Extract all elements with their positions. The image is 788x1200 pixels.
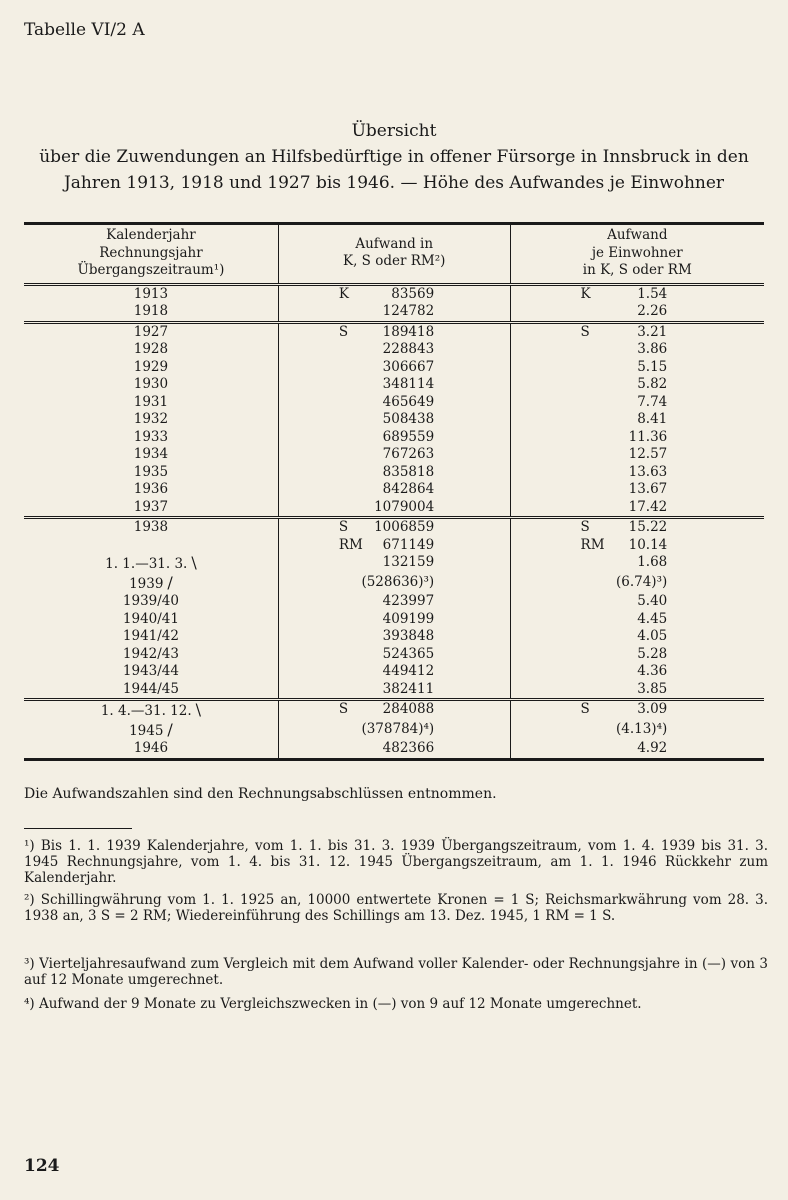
year-label: 1930: [133, 376, 169, 392]
brace-mark: /: [167, 719, 173, 739]
table-id: Tabelle VI/2 A: [24, 20, 145, 40]
year-cell: [24, 394, 278, 412]
per-capita-cell: [510, 284, 764, 303]
total-value: 348114: [382, 376, 435, 392]
currency-label: S: [580, 323, 590, 340]
year-cell: [24, 700, 278, 721]
year-label: 1913: [133, 285, 169, 302]
year-cell: [24, 499, 278, 518]
total-value: 228843: [382, 341, 435, 357]
table-row: [24, 359, 764, 377]
total-cell: [278, 359, 510, 377]
per-capita-cell: [510, 628, 764, 646]
year-cell: [24, 341, 278, 359]
total-value: 689559: [382, 428, 435, 445]
total-cell: [278, 537, 510, 555]
per-capita-value: 7.74: [637, 393, 668, 410]
footnote-4: ⁴) Aufwand der 9 Monate zu Vergleichszwecken in (—) von 9 auf 12 Monate umgerechnet.: [24, 996, 642, 1012]
total-cell: [278, 322, 510, 341]
total-cell: [278, 481, 510, 499]
total-cell: [278, 284, 510, 303]
total-cell: [278, 721, 510, 741]
year-cell: [24, 359, 278, 377]
title-line-1: Übersicht: [351, 121, 437, 141]
year-label: 1. 4.—31. 12.: [100, 703, 192, 719]
per-capita-cell: [510, 721, 764, 741]
year-label: 1945: [129, 722, 164, 739]
total-cell: [278, 574, 510, 594]
per-capita-value: 1.54: [637, 285, 668, 302]
total-cell: [278, 593, 510, 611]
per-capita-cell: [510, 537, 764, 555]
table-row: [24, 284, 764, 303]
per-capita-value: 3.21: [637, 323, 668, 340]
per-capita-cell: [510, 303, 764, 322]
year-label: 1937: [133, 498, 169, 515]
total-cell: [278, 681, 510, 700]
total-cell: [278, 429, 510, 447]
table-row: [24, 303, 764, 322]
brace-mark: \: [195, 700, 202, 719]
page-title: [20, 118, 768, 196]
table-row: [24, 611, 764, 629]
per-capita-value: 5.15: [637, 358, 668, 375]
total-value: 409199: [382, 610, 435, 627]
currency-label: K: [580, 285, 591, 302]
per-capita-cell: [510, 554, 764, 574]
table-row: [24, 518, 764, 537]
table-row: [24, 394, 764, 412]
year-cell: [24, 464, 278, 482]
year-cell: [24, 663, 278, 681]
footnote-2: ²) Schillingwährung vom 1. 1. 1925 an, 10000 entwertete Kronen = 1 S; Reichsmarkwährung vom 28. 3. 1938 an, 3 S = 2 RM; Wiedereinführung des Schillings am 13. Dez. 1945, 1 RM = 1 S.: [24, 892, 768, 924]
year-label: 1939/40: [122, 593, 179, 609]
year-label: 1932: [133, 411, 169, 427]
total-value: (378784)⁴): [361, 720, 435, 737]
currency-label: S: [338, 701, 349, 717]
table-row: [24, 446, 764, 464]
per-capita-value: 8.41: [637, 411, 668, 427]
year-cell: [24, 376, 278, 394]
total-value: 132159: [382, 554, 435, 570]
per-capita-value: 2.26: [637, 303, 668, 319]
per-capita-value: 4.45: [637, 610, 668, 627]
total-value: 189418: [382, 323, 435, 340]
per-capita-cell: [510, 499, 764, 518]
per-capita-cell: [510, 593, 764, 611]
year-cell: [24, 611, 278, 629]
table-row: [24, 322, 764, 341]
table-row: [24, 499, 764, 518]
per-capita-cell: [510, 411, 764, 429]
year-cell: [24, 518, 278, 537]
table-row: [24, 681, 764, 700]
table-row: [24, 593, 764, 611]
expenditure-table: [24, 222, 764, 761]
table-row: [24, 537, 764, 555]
per-capita-cell: [510, 376, 764, 394]
total-value: 671149: [382, 536, 435, 553]
table-row: [24, 554, 764, 574]
currency-label: S: [580, 701, 590, 717]
year-cell: [24, 481, 278, 499]
year-cell: [24, 681, 278, 700]
total-cell: [278, 499, 510, 518]
per-capita-cell: [510, 574, 764, 594]
per-capita-cell: [510, 464, 764, 482]
per-capita-value: 5.40: [637, 593, 668, 609]
year-cell: [24, 740, 278, 759]
year-cell: [24, 411, 278, 429]
currency-label: S: [338, 519, 349, 535]
total-value: 449412: [382, 663, 435, 679]
currency-label: S: [580, 519, 590, 535]
per-capita-value: 12.57: [628, 446, 668, 462]
per-capita-value: 13.67: [628, 481, 668, 497]
year-label: 1946: [133, 740, 169, 756]
footnote-3: ³) Vierteljahresaufwand zum Vergleich mit dem Aufwand voller Kalender- oder Rechnungsjahre in (—) von 3 auf 12 Monate umgerechnet.: [24, 956, 768, 988]
year-label: 1942/43: [122, 645, 179, 662]
total-value: 382411: [382, 680, 435, 697]
year-label: 1939: [129, 575, 164, 592]
year-label: 1935: [133, 463, 169, 480]
per-capita-value: 3.86: [637, 341, 668, 357]
per-capita-cell: [510, 700, 764, 721]
total-value: 393848: [382, 628, 435, 644]
total-cell: [278, 646, 510, 664]
table-row: [24, 464, 764, 482]
year-label: 1931: [133, 393, 169, 410]
table-body: [24, 284, 764, 759]
total-cell: [278, 700, 510, 721]
total-value: 423997: [382, 593, 435, 609]
per-capita-value: 4.36: [637, 663, 668, 679]
total-cell: [278, 663, 510, 681]
year-cell: [24, 429, 278, 447]
total-cell: [278, 554, 510, 574]
total-cell: [278, 411, 510, 429]
currency-label: RM: [338, 536, 363, 553]
per-capita-cell: [510, 518, 764, 537]
per-capita-value: 13.63: [628, 463, 668, 480]
per-capita-value: 5.28: [637, 645, 668, 662]
per-capita-cell: [510, 446, 764, 464]
per-capita-cell: [510, 611, 764, 629]
table-row: [24, 341, 764, 359]
table-row: [24, 574, 764, 594]
year-label: 1941/42: [122, 628, 179, 644]
year-label: 1929: [133, 358, 169, 375]
per-capita-value: 3.09: [637, 701, 668, 717]
per-capita-value: 10.14: [628, 536, 668, 553]
total-value: 767263: [382, 446, 435, 462]
total-value: 306667: [382, 358, 435, 375]
currency-label: RM: [580, 536, 605, 553]
title-line-2: über die Zuwendungen an Hilfsbedürftige in offener Fürsorge in Innsbruck in den: [39, 147, 749, 167]
total-cell: [278, 303, 510, 322]
year-cell: [24, 303, 278, 322]
col-header-year: Kalenderjahr Rechnungsjahr Übergangszeitraum¹): [24, 224, 278, 285]
table-row: [24, 411, 764, 429]
total-cell: [278, 341, 510, 359]
year-label: 1933: [133, 428, 169, 445]
table-row: [24, 663, 764, 681]
year-label: 1943/44: [122, 663, 179, 679]
per-capita-value: 15.22: [628, 519, 668, 535]
currency-label: S: [338, 323, 349, 340]
total-value: 1079004: [374, 498, 435, 515]
per-capita-value: 17.42: [628, 498, 668, 515]
page-number: 124: [24, 1156, 60, 1176]
year-cell: [24, 322, 278, 341]
per-capita-value: 1.68: [637, 554, 668, 570]
total-value: 284088: [382, 701, 435, 717]
per-capita-cell: [510, 322, 764, 341]
col-header-total: Aufwand in K, S oder RM²): [278, 224, 510, 285]
per-capita-cell: [510, 359, 764, 377]
year-cell: [24, 284, 278, 303]
total-value: 524365: [382, 645, 435, 662]
total-value: 508438: [382, 411, 435, 427]
total-value: (528636)³): [361, 573, 435, 590]
total-cell: [278, 740, 510, 759]
col-header-per-capita: Aufwand je Einwohner in K, S oder RM: [510, 224, 764, 285]
total-cell: [278, 394, 510, 412]
total-value: 465649: [382, 393, 435, 410]
per-capita-value: 5.82: [637, 376, 668, 392]
table-row: [24, 721, 764, 741]
table-row: [24, 646, 764, 664]
year-cell: [24, 721, 278, 741]
per-capita-cell: [510, 681, 764, 700]
total-value: 842864: [382, 481, 435, 497]
per-capita-value: 3.85: [637, 680, 668, 697]
per-capita-value: 11.36: [628, 428, 668, 445]
table-row: [24, 740, 764, 759]
total-cell: [278, 376, 510, 394]
year-label: 1934: [133, 446, 169, 462]
table-row: [24, 376, 764, 394]
year-cell: [24, 628, 278, 646]
year-label: 1. 1.—31. 3.: [105, 556, 188, 572]
year-cell: [24, 537, 278, 555]
footnote-rule: [24, 828, 132, 829]
year-cell: [24, 554, 278, 574]
total-value: 124782: [382, 303, 435, 319]
brace-mark: /: [167, 572, 173, 592]
currency-label: K: [338, 285, 349, 302]
total-value: 83569: [391, 285, 435, 302]
table-row: [24, 481, 764, 499]
table-row: [24, 429, 764, 447]
per-capita-cell: [510, 740, 764, 759]
per-capita-value: (4.13)⁴): [615, 720, 668, 737]
total-value: 1006859: [374, 519, 435, 535]
per-capita-cell: [510, 429, 764, 447]
total-cell: [278, 628, 510, 646]
per-capita-cell: [510, 481, 764, 499]
per-capita-value: 4.92: [637, 740, 668, 756]
per-capita-value: 4.05: [637, 628, 668, 644]
year-cell: [24, 593, 278, 611]
per-capita-cell: [510, 341, 764, 359]
year-label: 1928: [133, 341, 169, 357]
per-capita-cell: [510, 663, 764, 681]
total-cell: [278, 611, 510, 629]
total-cell: [278, 446, 510, 464]
year-label: 1936: [133, 481, 169, 497]
year-label: 1927: [133, 323, 169, 340]
year-label: 1918: [133, 303, 169, 319]
brace-mark: \: [191, 553, 197, 572]
per-capita-value: (6.74)³): [615, 573, 668, 590]
title-line-3: Jahren 1913, 1918 und 1927 bis 1946. — Höhe des Aufwandes je Einwohner: [63, 173, 725, 193]
year-label: 1938: [133, 519, 169, 535]
total-cell: [278, 464, 510, 482]
footnote-1: ¹) Bis 1. 1. 1939 Kalenderjahre, vom 1. 1. bis 31. 3. 1939 Übergangszeitraum, vom 1. 4. 1939 bis 31. 3. 1945 Rechnungsjahre, vom 1. 4. bis 31. 12. 1945 Übergangszeitraum, am 1. 1. 1946 Rückkehr zum Kalenderjahr.: [24, 838, 768, 886]
per-capita-cell: [510, 646, 764, 664]
year-cell: [24, 574, 278, 594]
year-label: 1944/45: [122, 680, 179, 697]
total-value: 835818: [382, 463, 435, 480]
total-cell: [278, 518, 510, 537]
per-capita-cell: [510, 394, 764, 412]
year-cell: [24, 446, 278, 464]
table-row: [24, 628, 764, 646]
table-row: [24, 700, 764, 721]
source-note: Die Aufwandszahlen sind den Rechnungsabschlüssen entnommen.: [24, 786, 497, 802]
year-cell: [24, 646, 278, 664]
total-value: 482366: [382, 740, 435, 756]
year-label: 1940/41: [122, 610, 179, 627]
